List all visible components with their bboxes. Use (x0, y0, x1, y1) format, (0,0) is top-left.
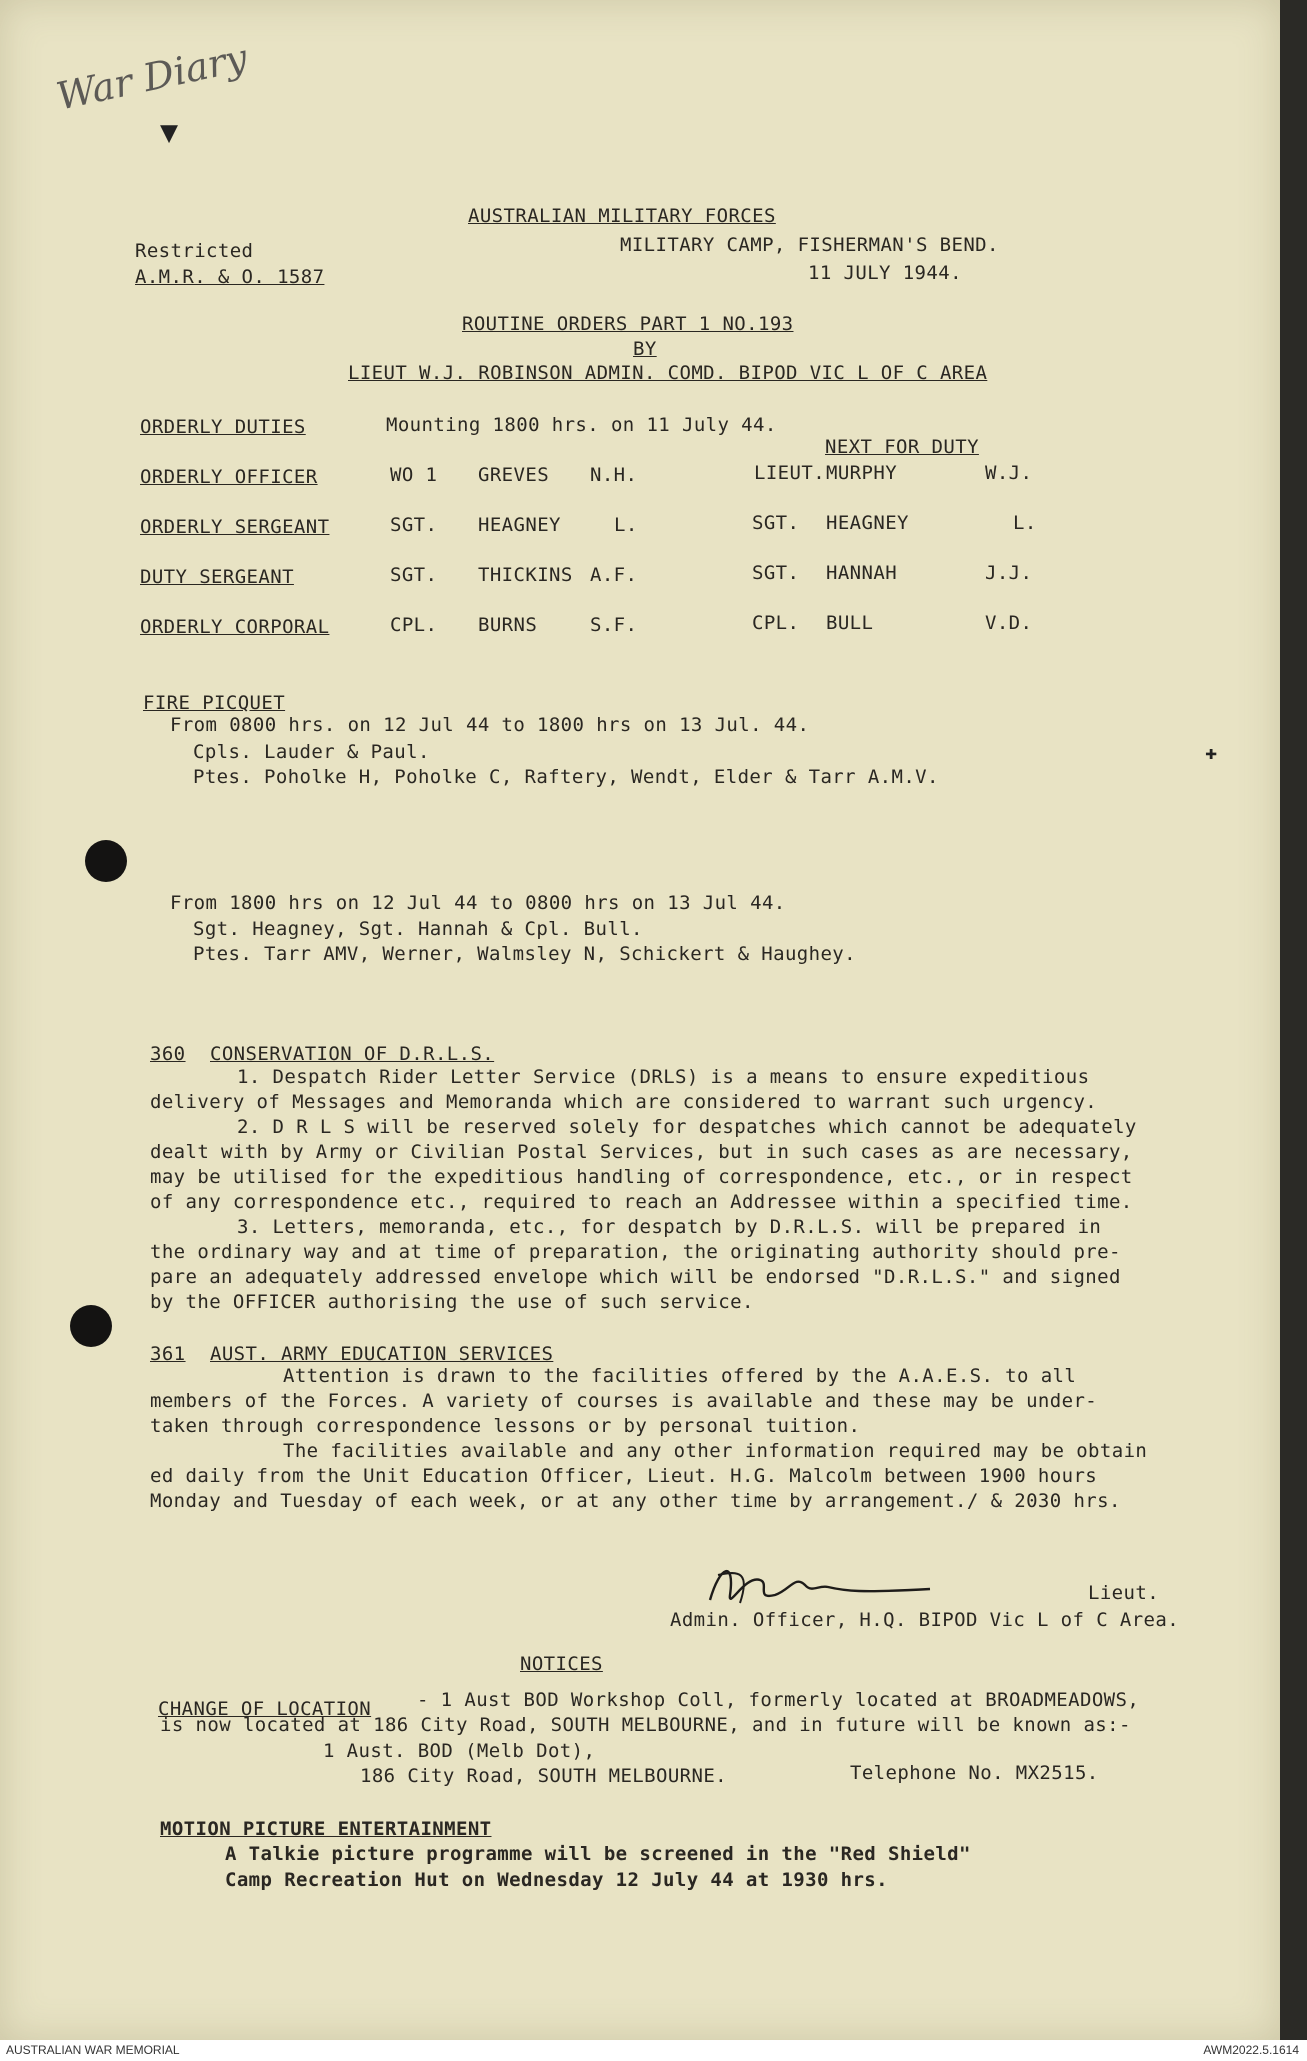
classification: Restricted (135, 240, 254, 262)
signature-rank: Lieut. (1088, 1582, 1160, 1604)
next-name: MURPHY (826, 462, 898, 484)
staple-mark: ✚ (1205, 740, 1218, 764)
footer-bar (0, 2040, 1307, 2061)
margin-note: War Diary (52, 35, 252, 119)
next-rank: SGT. (752, 512, 800, 534)
notice-line: A Talkie picture programme will be screened in the "Red Shield" (225, 1843, 971, 1865)
section-heading: CONSERVATION OF D.R.L.S. (210, 1043, 495, 1065)
page-edge (1280, 0, 1307, 2040)
notices-heading: NOTICES (520, 1653, 603, 1675)
footer-right: AWM2022.5.1614 (1203, 2043, 1299, 2057)
section-heading: AUST. ARMY EDUCATION SERVICES (210, 1343, 554, 1365)
section-line: by the OFFICER authorising the use of such service. (150, 1291, 754, 1313)
section-line: Monday and Tuesday of each week, or at any other time by arrangement./ & 2030 hrs. (150, 1490, 1121, 1512)
section-line: pare an adequately addressed envelope which will be endorsed "D.R.L.S." and signed (150, 1266, 1121, 1288)
next-name: HEAGNEY (826, 512, 909, 534)
duty-name: BURNS (478, 614, 538, 636)
org-title: AUSTRALIAN MILITARY FORCES (468, 205, 776, 227)
next-name: HANNAH (826, 562, 898, 584)
notice-line: 1 Aust. BOD (Melb Dot), (323, 1740, 596, 1762)
section-line: delivery of Messages and Memoranda which are considered to warrant such urgency. (150, 1091, 1098, 1113)
duty-init: A.F. (590, 564, 638, 586)
orders-by: BY (633, 338, 657, 360)
duty-rank: WO 1 (390, 464, 438, 486)
location: MILITARY CAMP, FISHERMAN'S BEND. (620, 234, 999, 256)
fire-picquet-heading: FIRE PICQUET (143, 692, 286, 714)
duties-label: ORDERLY DUTIES (140, 416, 306, 438)
notice-line: 186 City Road, SOUTH MELBOURNE. (360, 1765, 728, 1787)
duties-mounting: Mounting 1800 hrs. on 11 July 44. (386, 414, 777, 436)
notice-line: is now located at 186 City Road, SOUTH MELBOURNE, and in future will be known as:- (160, 1714, 1131, 1736)
section-line: dealt with by Army or Civilian Postal Services, but in such cases as are necessary, (150, 1141, 1133, 1163)
next-init: L. (1013, 512, 1037, 534)
notice-line: Camp Recreation Hut on Wednesday 12 July 44 at 1930 hrs. (225, 1869, 888, 1891)
section-line: the ordinary way and at time of preparation, the originating authority should pre- (150, 1241, 1121, 1263)
picquet-line: Sgt. Heagney, Sgt. Hannah & Cpl. Bull. (193, 918, 643, 940)
section-line: ed daily from the Unit Education Officer, Lieut. H.G. Malcolm between 1900 hours (150, 1465, 1098, 1487)
section-number: 360 (150, 1043, 186, 1065)
section-line: taken through correspondence lessons or by personal tuition. (150, 1415, 861, 1437)
notice-line: - 1 Aust BOD Workshop Coll, formerly located at BROADMEADOWS, (417, 1689, 1140, 1711)
duty-name: THICKINS (478, 564, 573, 586)
section-line: 2. D R L S will be reserved solely for despatches which cannot be adequately (237, 1116, 1137, 1138)
next-for-duty-header: NEXT FOR DUTY (825, 436, 979, 458)
motion-picture-heading: MOTION PICTURE ENTERTAINMENT (160, 1818, 492, 1840)
reference: A.M.R. & O. 1587 (135, 266, 325, 288)
picquet-line: Ptes. Tarr AMV, Werner, Walmsley N, Schickert & Haughey. (193, 943, 856, 965)
next-init: J.J. (985, 562, 1033, 584)
picquet-line: Cpls. Lauder & Paul. (193, 741, 430, 763)
next-init: W.J. (985, 462, 1033, 484)
section-number: 361 (150, 1343, 186, 1365)
duty-rank: SGT. (390, 514, 438, 536)
change-location-heading: CHANGE OF LOCATION (158, 1698, 372, 1720)
next-rank: SGT. (752, 562, 800, 584)
duty-name: GREVES (478, 464, 550, 486)
next-init: V.D. (985, 612, 1033, 634)
next-rank: LIEUT. (754, 462, 826, 484)
issuer: LIEUT W.J. ROBINSON ADMIN. COMD. BIPOD VIC L OF C AREA (348, 362, 988, 384)
footer-left: AUSTRALIAN WAR MEMORIAL (6, 2043, 180, 2057)
picquet-line: Ptes. Poholke H, Poholke C, Raftery, Wendt, Elder & Tarr A.M.V. (193, 766, 939, 788)
duty-init: L. (614, 514, 638, 536)
section-line: 3. Letters, memoranda, etc., for despatch by D.R.L.S. will be prepared in (237, 1216, 1102, 1238)
picquet-line: From 1800 hrs on 12 Jul 44 to 0800 hrs on 13 Jul 44. (170, 892, 786, 914)
date: 11 JULY 1944. (808, 262, 962, 284)
duty-role: ORDERLY CORPORAL (140, 616, 330, 638)
section-line: of any correspondence etc., required to reach an Addressee within a specified time. (150, 1191, 1133, 1213)
staple-mark: ▼ (160, 115, 179, 150)
section-line: members of the Forces. A variety of courses is available and these may be under- (150, 1390, 1098, 1412)
duty-rank: CPL. (390, 614, 438, 636)
notice-line: Telephone No. MX2515. (850, 1762, 1099, 1784)
duty-init: S.F. (590, 614, 638, 636)
duty-rank: SGT. (390, 564, 438, 586)
section-line: 1. Despatch Rider Letter Service (DRLS) is a means to ensure expeditious (237, 1066, 1090, 1088)
handwritten-signature (700, 1555, 940, 1615)
section-line: may be utilised for the expeditious handling of correspondence, etc., or in respect (150, 1166, 1133, 1188)
duty-role: DUTY SERGEANT (140, 566, 294, 588)
duty-name: HEAGNEY (478, 514, 561, 536)
section-line: The facilities available and any other information required may be obtain (283, 1440, 1148, 1462)
duty-role: ORDERLY SERGEANT (140, 516, 330, 538)
punch-hole (70, 1305, 112, 1347)
section-line: Attention is drawn to the facilities offered by the A.A.E.S. to all (283, 1365, 1077, 1387)
punch-hole (85, 840, 127, 882)
duty-role: ORDERLY OFFICER (140, 466, 318, 488)
signature-title: Admin. Officer, H.Q. BIPOD Vic L of C Area. (670, 1609, 1180, 1631)
orders-title: ROUTINE ORDERS PART 1 NO.193 (462, 313, 794, 335)
duty-init: N.H. (590, 464, 638, 486)
next-name: BULL (826, 612, 874, 634)
picquet-line: From 0800 hrs. on 12 Jul 44 to 1800 hrs on 13 Jul. 44. (170, 714, 810, 736)
next-rank: CPL. (752, 612, 800, 634)
